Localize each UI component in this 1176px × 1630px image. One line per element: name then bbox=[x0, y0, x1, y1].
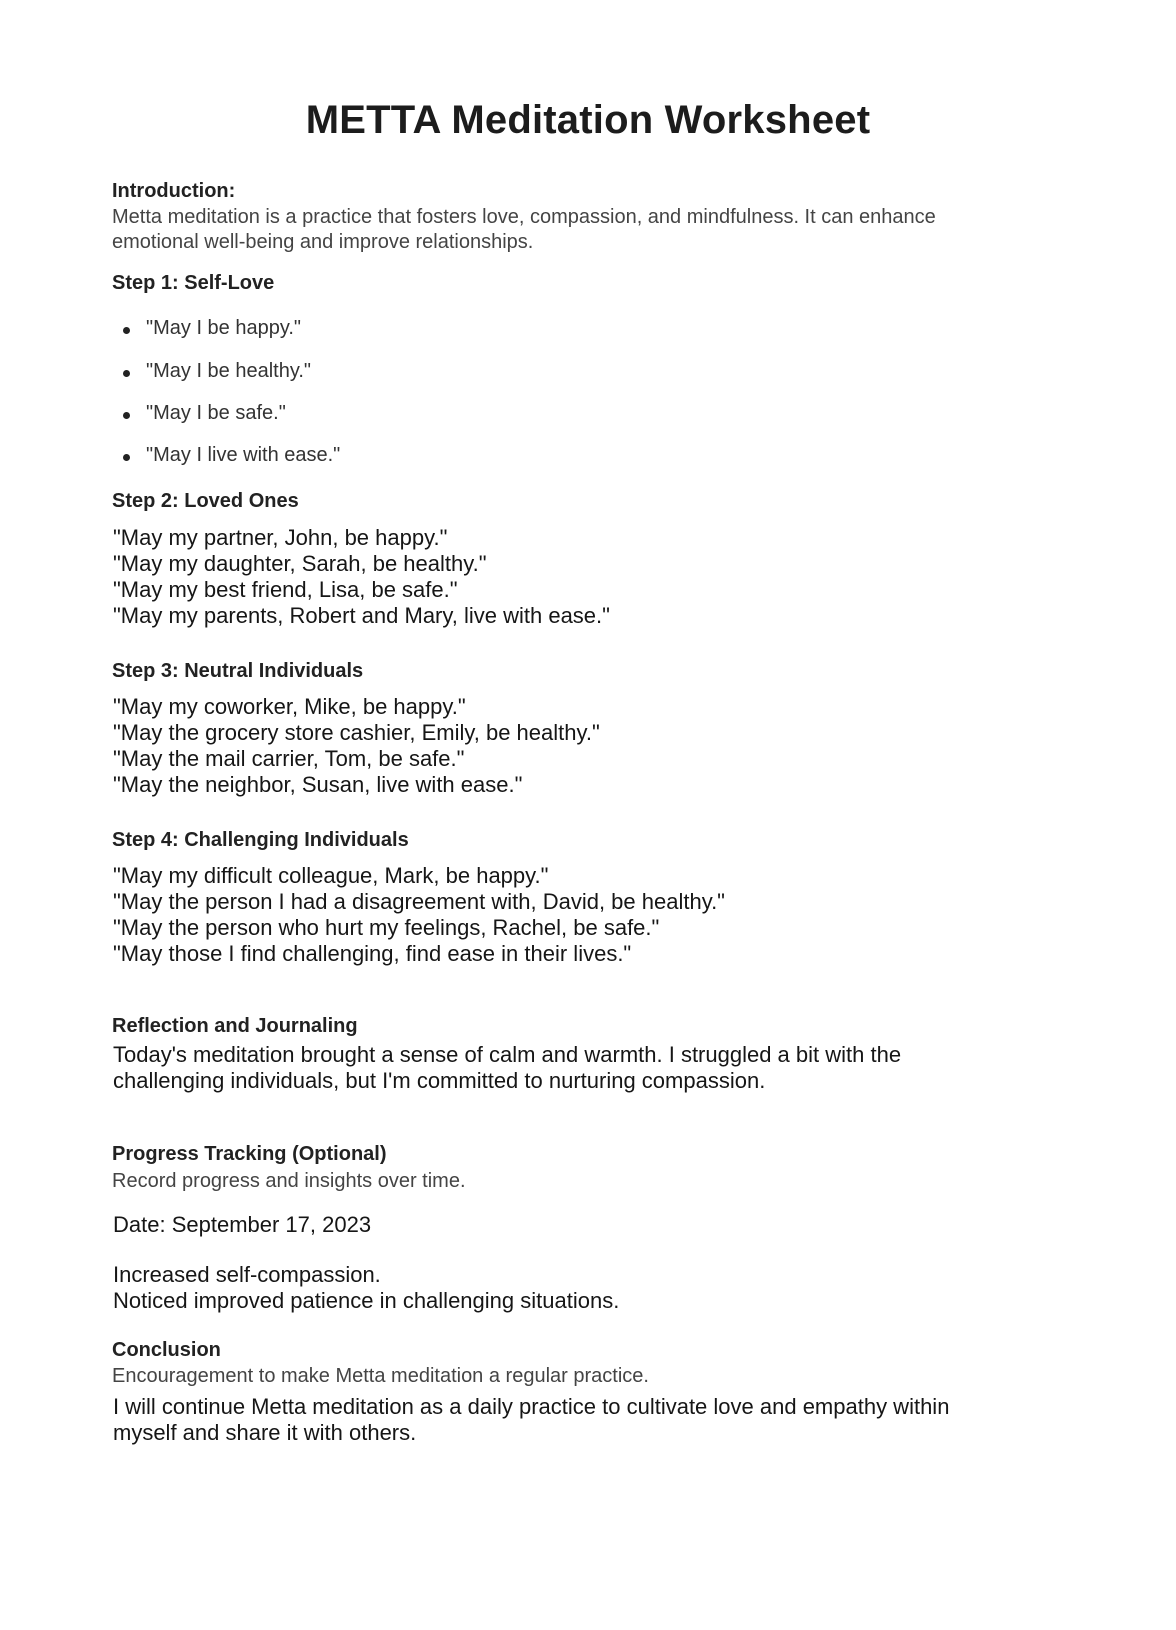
step1-item: "May I be safe." bbox=[146, 402, 286, 424]
step4-line: "May the person I had a disagreement with, David, be healthy." bbox=[113, 889, 725, 914]
step1-item: "May I be happy." bbox=[146, 317, 302, 339]
conclusion-line: myself and share it with others. bbox=[113, 1420, 417, 1445]
reflection-line: Today's meditation brought a sense of calm and warmth. I struggled a bit with the bbox=[113, 1042, 902, 1067]
step2-line: "May my partner, John, be happy." bbox=[113, 525, 448, 550]
reflection-heading: Reflection and Journaling bbox=[112, 1015, 358, 1037]
conclusion-heading: Conclusion bbox=[112, 1339, 221, 1361]
step1-heading: Step 1: Self-Love bbox=[112, 272, 275, 294]
step4-heading: Step 4: Challenging Individuals bbox=[112, 829, 409, 851]
conclusion-prompt: Encouragement to make Metta meditation a regular practice. bbox=[112, 1365, 649, 1387]
page-title: METTA Meditation Worksheet bbox=[305, 98, 871, 142]
progress-note: Increased self-compassion. bbox=[113, 1262, 381, 1287]
step2-heading: Step 2: Loved Ones bbox=[112, 490, 299, 512]
bullet-icon bbox=[123, 370, 130, 377]
step3-line: "May the grocery store cashier, Emily, be healthy." bbox=[113, 720, 600, 745]
conclusion-line: I will continue Metta meditation as a daily practice to cultivate love and empathy within bbox=[113, 1394, 950, 1419]
reflection-text bbox=[113, 1042, 901, 1094]
step1-item: "May I be healthy." bbox=[146, 360, 312, 382]
bullet-icon bbox=[123, 412, 130, 419]
step3-line: "May my coworker, Mike, be happy." bbox=[113, 694, 466, 719]
step4-line: "May those I find challenging, find ease in their lives." bbox=[113, 941, 632, 966]
step4-line: "May my difficult colleague, Mark, be happy." bbox=[113, 863, 549, 888]
step2-line: "May my daughter, Sarah, be healthy." bbox=[113, 551, 487, 576]
bullet-icon bbox=[123, 327, 130, 334]
progress-notes bbox=[113, 1262, 619, 1314]
step3-heading: Step 3: Neutral Individuals bbox=[112, 660, 364, 682]
step3-line: "May the mail carrier, Tom, be safe." bbox=[113, 746, 465, 771]
step3-text bbox=[113, 694, 600, 798]
step1-item: "May I live with ease." bbox=[146, 444, 341, 466]
bullet-icon bbox=[123, 454, 130, 461]
introduction-heading: Introduction: bbox=[112, 180, 236, 202]
step2-text bbox=[113, 525, 610, 629]
progress-heading: Progress Tracking (Optional) bbox=[112, 1143, 387, 1165]
step4-line: "May the person who hurt my feelings, Rachel, be safe." bbox=[113, 915, 660, 940]
step3-line: "May the neighbor, Susan, live with ease." bbox=[113, 772, 523, 797]
step2-line: "May my best friend, Lisa, be safe." bbox=[113, 577, 458, 602]
introduction-line: Metta meditation is a practice that fosters love, compassion, and mindfulness. It can enhance bbox=[112, 206, 936, 228]
progress-note: Noticed improved patience in challenging situations. bbox=[113, 1288, 620, 1313]
conclusion-text bbox=[113, 1394, 949, 1446]
introduction-text bbox=[112, 205, 936, 255]
step2-line: "May my parents, Robert and Mary, live with ease." bbox=[113, 603, 610, 628]
step4-text bbox=[113, 863, 725, 967]
progress-prompt: Record progress and insights over time. bbox=[112, 1170, 466, 1192]
reflection-line: challenging individuals, but I'm committed to nurturing compassion. bbox=[113, 1068, 766, 1093]
progress-date: Date: September 17, 2023 bbox=[113, 1212, 372, 1237]
introduction-line: emotional well-being and improve relationships. bbox=[112, 231, 534, 253]
